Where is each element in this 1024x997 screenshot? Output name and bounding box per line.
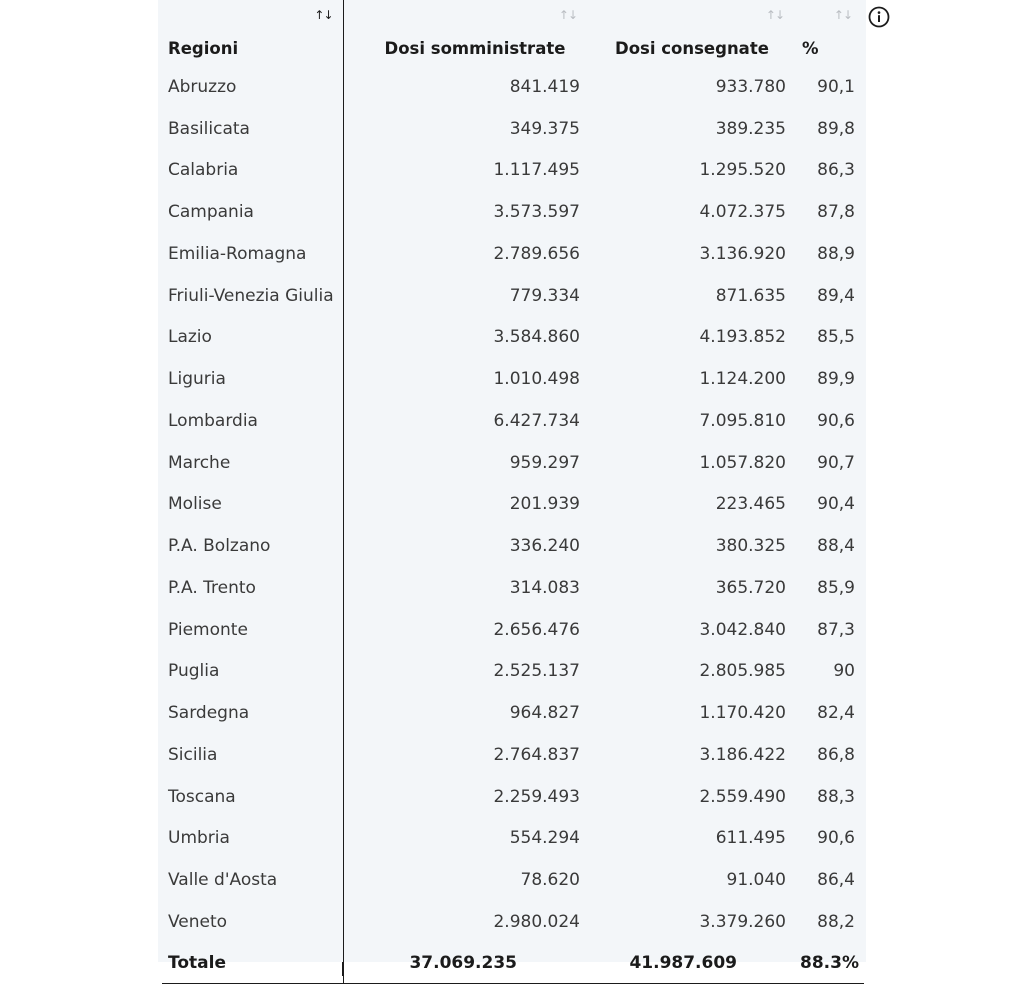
cell-administered: 314.083 — [509, 577, 580, 598]
cell-administered: 349.375 — [509, 118, 580, 139]
cell-delivered: 1.170.420 — [699, 703, 786, 724]
cell-administered: 2.764.837 — [493, 744, 580, 765]
table-row — [162, 191, 864, 233]
total-percent: 88.3% — [794, 943, 864, 984]
sort-arrows-icon[interactable]: ↑↓ — [765, 8, 784, 22]
cell-delivered: 1.295.520 — [699, 160, 786, 181]
cell-percent: 87,3 — [817, 619, 855, 640]
cell-region: Lombardia — [162, 400, 343, 442]
cell-delivered: 223.465 — [715, 494, 786, 515]
cell-percent: 90,4 — [817, 494, 855, 515]
cell-administered: 1.010.498 — [493, 369, 580, 390]
cell-administered: 779.334 — [509, 285, 580, 306]
cell-delivered: 91.040 — [726, 870, 786, 891]
cell-administered: 2.525.137 — [493, 661, 580, 682]
table-row — [162, 692, 864, 734]
column-header-percent[interactable] — [794, 0, 864, 66]
column-header-label: % — [802, 39, 819, 58]
column-header-label: Regioni — [168, 39, 239, 58]
cell-percent: 90 — [833, 661, 855, 682]
cell-delivered: 4.193.852 — [699, 327, 786, 348]
cell-percent: 90,6 — [817, 410, 855, 431]
cell-percent: 87,8 — [817, 202, 855, 223]
table-row — [162, 567, 864, 609]
header-row — [162, 0, 864, 66]
cell-administered: 78.620 — [520, 870, 580, 891]
cell-region: Emilia-Romagna — [162, 233, 343, 275]
cell-delivered: 1.057.820 — [699, 452, 786, 473]
cell-region: Abruzzo — [162, 66, 343, 108]
cell-percent: 88,9 — [817, 243, 855, 264]
cell-administered: 841.419 — [509, 76, 580, 97]
total-label: Totale — [162, 943, 343, 984]
cell-delivered: 3.136.920 — [699, 243, 786, 264]
cell-region: P.A. Bolzano — [162, 525, 343, 567]
column-header-label: Dosi consegnate — [615, 39, 769, 58]
table-row — [162, 525, 864, 567]
cell-delivered: 3.042.840 — [699, 619, 786, 640]
cell-administered: 554.294 — [509, 828, 580, 849]
table-row — [162, 66, 864, 108]
cell-delivered: 2.559.490 — [699, 786, 786, 807]
table-row — [162, 776, 864, 818]
total-delivered: 41.987.609 — [587, 943, 794, 984]
table-row — [162, 108, 864, 150]
cell-administered: 201.939 — [509, 494, 580, 515]
cell-region: Valle d'Aosta — [162, 859, 343, 901]
cell-delivered: 2.805.985 — [699, 661, 786, 682]
cell-administered: 2.656.476 — [493, 619, 580, 640]
cell-percent: 88,3 — [817, 786, 855, 807]
cell-region: Lazio — [162, 317, 343, 359]
cell-delivered: 933.780 — [715, 76, 786, 97]
cell-delivered: 1.124.200 — [699, 369, 786, 390]
cell-region: Liguria — [162, 358, 343, 400]
cell-percent: 90,1 — [817, 76, 855, 97]
cell-region: P.A. Trento — [162, 567, 343, 609]
table-row — [162, 150, 864, 192]
cell-region: Umbria — [162, 818, 343, 860]
cell-region: Veneto — [162, 901, 343, 943]
cell-percent: 89,9 — [817, 369, 855, 390]
cell-region: Basilicata — [162, 108, 343, 150]
table-row — [162, 651, 864, 693]
column-header-label: Dosi somministrate — [384, 39, 566, 58]
cell-percent: 86,8 — [817, 744, 855, 765]
cell-administered: 964.827 — [509, 703, 580, 724]
cell-region: Toscana — [162, 776, 343, 818]
table-body — [162, 66, 864, 983]
cell-delivered: 871.635 — [715, 285, 786, 306]
cell-region: Campania — [162, 191, 343, 233]
cell-administered: 959.297 — [509, 452, 580, 473]
cell-delivered: 380.325 — [715, 536, 786, 557]
cell-percent: 89,4 — [817, 285, 855, 306]
cell-delivered: 7.095.810 — [699, 410, 786, 431]
column-header-delivered[interactable] — [587, 0, 794, 66]
cell-region: Calabria — [162, 150, 343, 192]
table-row — [162, 442, 864, 484]
cell-percent: 90,7 — [817, 452, 855, 473]
column-header-administered[interactable] — [343, 0, 587, 66]
sort-arrows-icon[interactable]: ↑↓ — [314, 8, 333, 22]
table-row — [162, 818, 864, 860]
sort-arrows-icon[interactable]: ↑↓ — [558, 8, 577, 22]
sort-arrows-icon[interactable]: ↑↓ — [833, 8, 852, 22]
table-row — [162, 317, 864, 359]
cell-region: Sicilia — [162, 734, 343, 776]
info-icon[interactable] — [868, 6, 890, 28]
cell-administered: 3.573.597 — [493, 202, 580, 223]
cell-delivered: 611.495 — [715, 828, 786, 849]
cell-administered: 1.117.495 — [493, 160, 580, 181]
total-administered: 37.069.235 — [343, 943, 587, 984]
cell-delivered: 3.379.260 — [699, 911, 786, 932]
cell-region: Molise — [162, 484, 343, 526]
vaccine-table-container — [162, 0, 864, 984]
table-row — [162, 609, 864, 651]
cell-region: Puglia — [162, 651, 343, 693]
vaccine-doses-table — [162, 0, 864, 984]
column-header-regions[interactable] — [162, 0, 343, 66]
cell-administered: 2.259.493 — [493, 786, 580, 807]
cell-region: Piemonte — [162, 609, 343, 651]
table-row — [162, 400, 864, 442]
table-row — [162, 484, 864, 526]
cell-administered: 2.980.024 — [493, 911, 580, 932]
table-header — [162, 0, 864, 66]
cell-administered: 2.789.656 — [493, 243, 580, 264]
column-divider — [342, 962, 344, 976]
cell-percent: 85,9 — [817, 577, 855, 598]
cell-delivered: 4.072.375 — [699, 202, 786, 223]
total-row — [162, 943, 864, 984]
cell-percent: 88,4 — [817, 536, 855, 557]
cell-region: Sardegna — [162, 692, 343, 734]
cell-administered: 3.584.860 — [493, 327, 580, 348]
table-row — [162, 859, 864, 901]
table-row — [162, 233, 864, 275]
cell-percent: 86,3 — [817, 160, 855, 181]
cell-delivered: 365.720 — [715, 577, 786, 598]
cell-percent: 85,5 — [817, 327, 855, 348]
cell-percent: 89,8 — [817, 118, 855, 139]
table-row — [162, 901, 864, 943]
cell-percent: 90,6 — [817, 828, 855, 849]
cell-region: Friuli-Venezia Giulia — [162, 275, 343, 317]
cell-delivered: 389.235 — [715, 118, 786, 139]
table-row — [162, 358, 864, 400]
cell-percent: 82,4 — [817, 703, 855, 724]
cell-delivered: 3.186.422 — [699, 744, 786, 765]
cell-administered: 6.427.734 — [493, 410, 580, 431]
cell-percent: 88,2 — [817, 911, 855, 932]
cell-administered: 336.240 — [509, 536, 580, 557]
cell-percent: 86,4 — [817, 870, 855, 891]
cell-region: Marche — [162, 442, 343, 484]
table-row — [162, 275, 864, 317]
table-row — [162, 734, 864, 776]
